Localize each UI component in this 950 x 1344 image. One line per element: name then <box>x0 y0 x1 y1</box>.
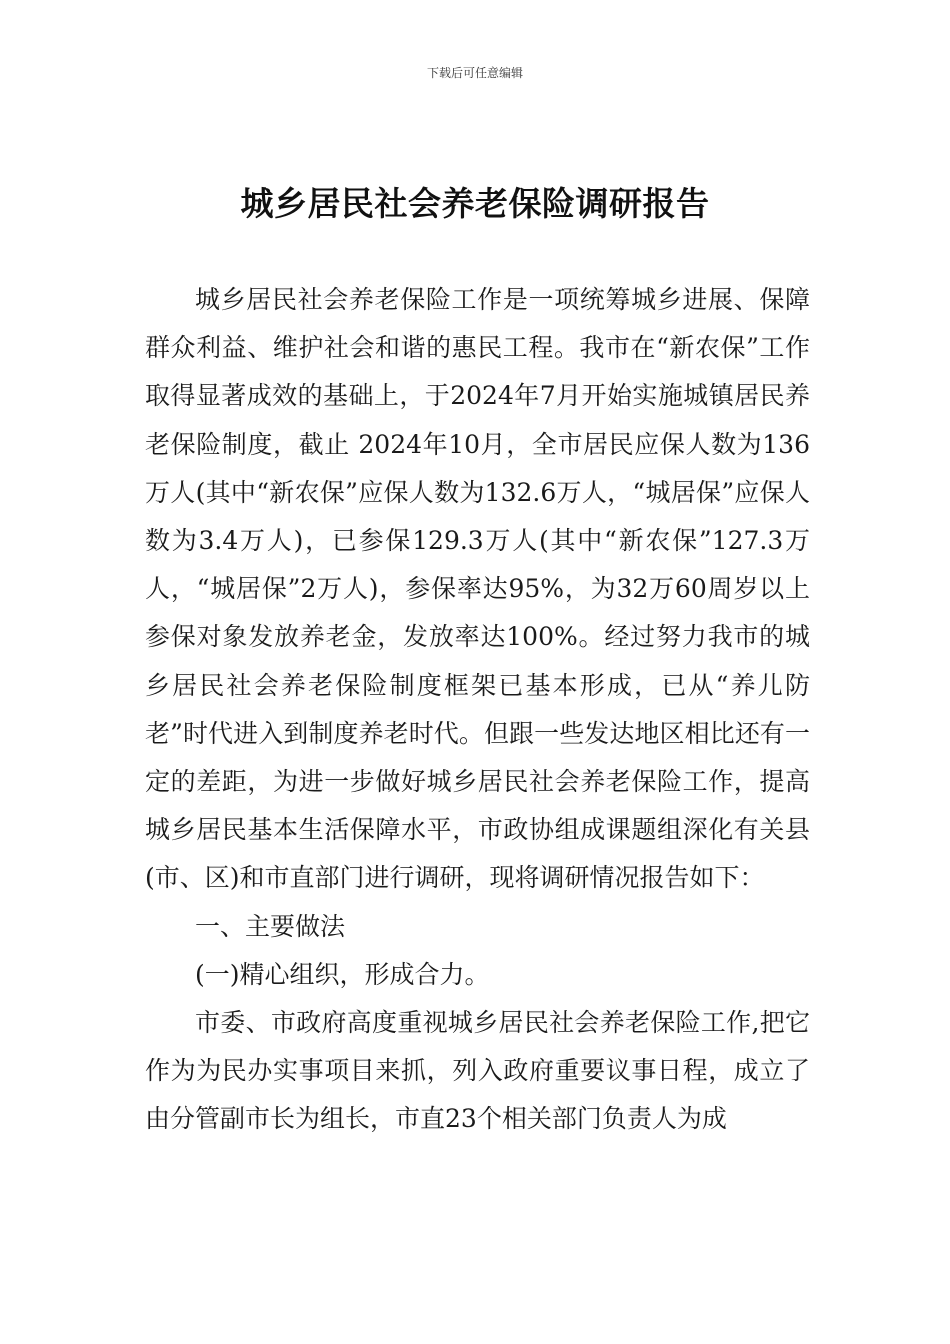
document-title: 城乡居民社会养老保险调研报告 <box>240 184 710 223</box>
document-body <box>145 276 810 1144</box>
subsection-heading-organization: (一)精心组织，形成合力。 <box>195 959 490 989</box>
section-heading-main-practices: 一、主要做法 <box>195 911 346 941</box>
paragraph-intro: 城乡居民社会养老保险工作是一项统筹城乡进展、保障群众利益、维护社会和谐的惠民工程。我市在“新农保”工作取得显著成效的基础上，于2024年7月开始实施城镇居民养老保险制度，截止 2024年10月，全市居民应保人数为136万人(其中“新农保”应保人数为132.6万人，“城居保”应保人数为3.4万人)，已参保129.3万人(其中“新农保”127.3万人，“城居保”2万人)，参保率达95%，为32万60周岁以上参保对象发放养老金，发放率达100%。经过努力我市的城乡居民社会养老保险制度框架已基本形成，已从“养儿防老”时代进入到制度养老时代。但跟一些发达地区相比还有一定的差距，为进一步做好城乡居民社会养老保险工作，提高城乡居民基本生活保障水平，市政协组成课题组深化有关县(市、区)和市直部门进行调研，现将调研情况报告如下： <box>145 285 810 893</box>
header-note: 下载后可任意编辑 <box>426 66 523 80</box>
paragraph-organization: 市委、市政府高度重视城乡居民社会养老保险工作,把它作为为民办实事项目来抓，列入政府重要议事日程，成立了由分管副市长为组长，市直23个相关部门负责人为成 <box>145 1008 810 1134</box>
